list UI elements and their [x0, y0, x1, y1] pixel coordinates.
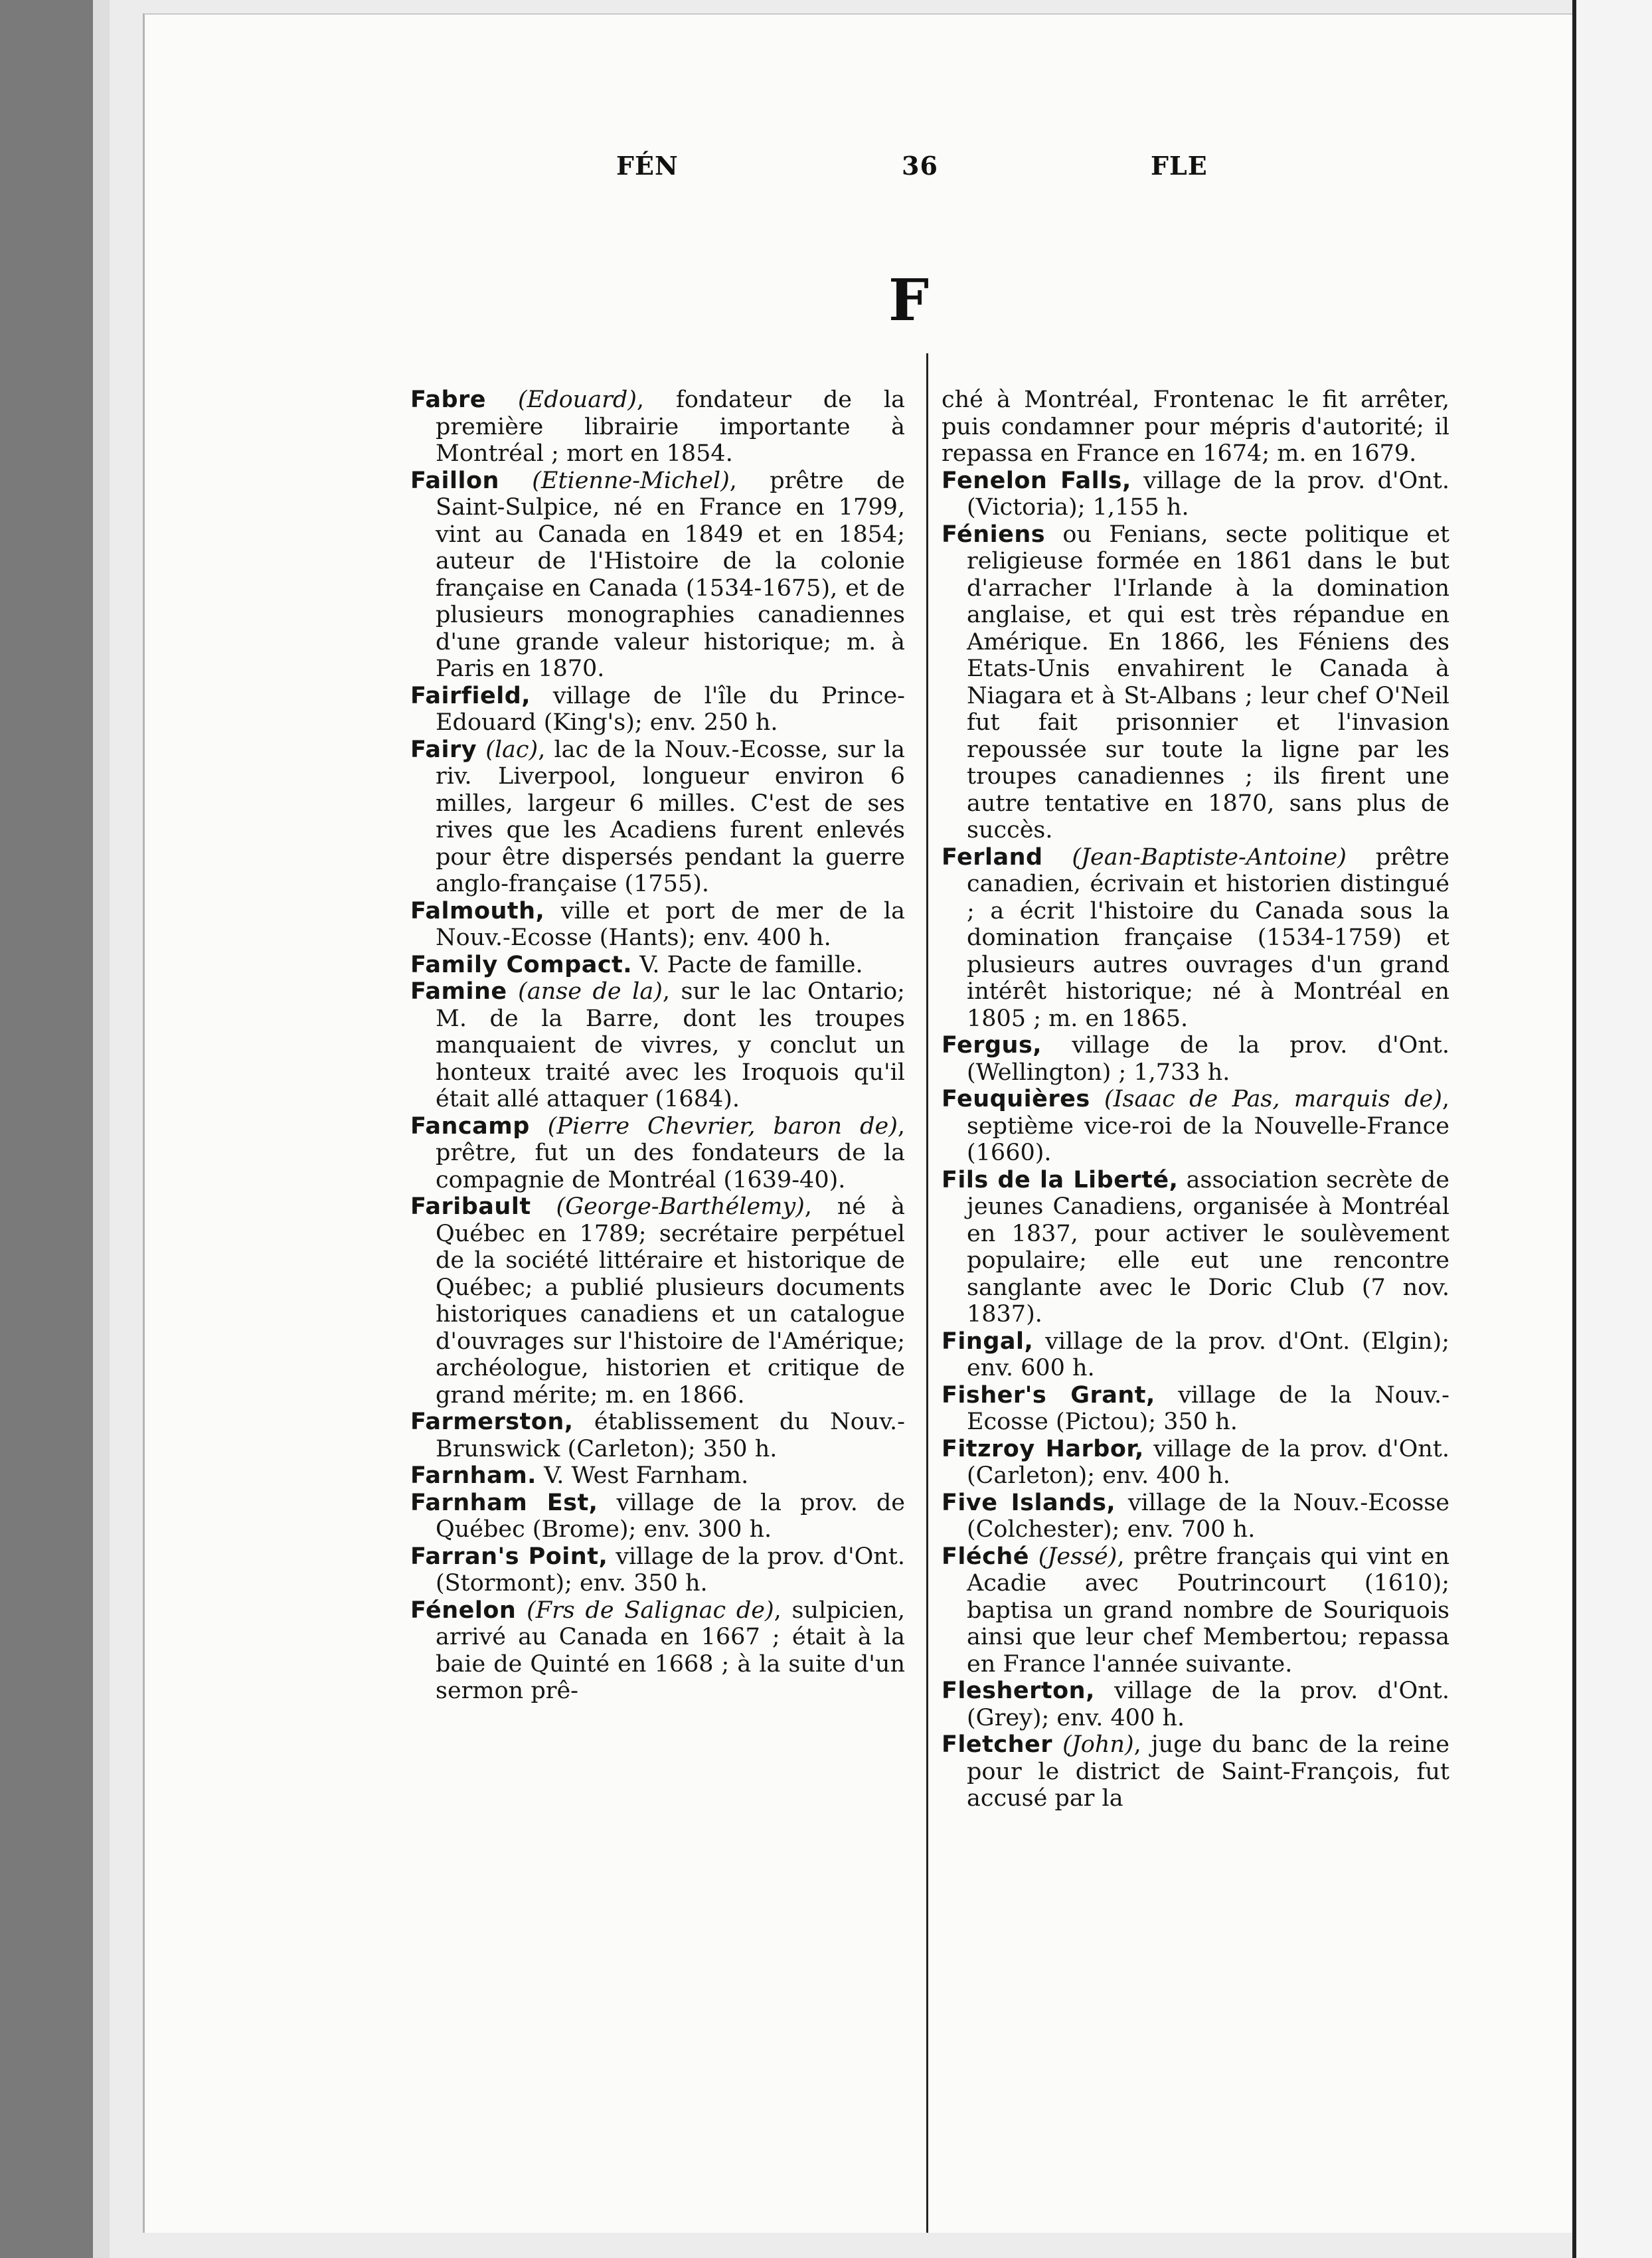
entry-definition: , prêtre français qui vint en Acadie avec Poutrincourt (1610); baptisa un grand nombre de Souriquois ainsi que leur chef Membertou; repassa en France l'année suivante.: [967, 1543, 1449, 1678]
entry-definition: village de la prov. d'Ont. (Carleton); env. 400 h.: [967, 1435, 1449, 1489]
entry-definition: village de la prov. d'Ont. (Grey); env. 400 h.: [967, 1678, 1449, 1731]
dictionary-entry: [942, 1086, 1449, 1167]
entry-definition: association secrète de jeunes Canadiens, organisée à Montréal en 1837, pour activer le soulèvement populaire; elle eut une rencontre sanglante avec le Doric Club (7 nov. 1837).: [967, 1166, 1449, 1328]
entry-headword: Fléché: [942, 1543, 1030, 1570]
section-letter: F: [888, 267, 930, 334]
entry-definition: village de la prov. d'Ont. (Elgin); env. 600 h.: [967, 1328, 1449, 1381]
entry-qualifier: (Jessé): [1038, 1543, 1117, 1570]
entry-headword: Fancamp: [410, 1112, 530, 1140]
dictionary-entry: [410, 952, 905, 979]
entry-headword: Féniens: [942, 521, 1046, 548]
dictionary-entry: [410, 898, 905, 952]
entry-definition: , septième vice-roi de la Nouvelle-France (1660).: [967, 1086, 1449, 1166]
dictionary-entry: [410, 387, 905, 468]
entry-definition: , sulpicien, arrivé au Canada en 1667 ; était à la baie de Quinté en 1668 ; à la suite d'un sermon prê-: [436, 1597, 905, 1704]
entry-definition: ville et port de mer de la Nouv.-Ecosse (Hants); env. 400 h.: [436, 897, 905, 951]
dictionary-entry: [942, 1436, 1449, 1490]
entry-definition: , lac de la Nouv.-Ecosse, sur la riv. Liverpool, longueur environ 6 milles, largeur 6 milles. C'est de ses rives que les Acadiens furent enlevés pour être dispersés pendant la guerre anglo-française (1755).: [436, 736, 905, 897]
entry-headword: Faillon: [410, 467, 499, 494]
entry-qualifier: (Etienne-Michel): [532, 467, 730, 494]
entry-definition: village de la Nouv.-Ecosse (Colchester); env. 700 h.: [967, 1489, 1449, 1543]
entry-definition: ou Fenians, secte politique et religieuse formée en 1861 dans le but d'arracher l'Irlande à la domination anglaise, et qui est très répandue en Amérique. En 1866, les Féniens des Etats-Unis envahirent le Canada à Niagara et à St-Albans ; leur chef O'Neil fut fait prisonnier et l'invasion repoussée sur toute la ligne par les troupes canadiennes ; ils firent une autre tentative en 1870, sans plus de succès.: [967, 521, 1449, 843]
entry-qualifier: (Jean-Baptiste-Antoine): [1072, 843, 1347, 871]
entry-headword: Ferland: [942, 843, 1043, 871]
entry-definition: village de la Nouv.-Ecosse (Pictou); 350 h.: [967, 1381, 1449, 1435]
entry-definition: , né à Québec en 1789; secrétaire perpétuel de la société littéraire et historique de Québec; a publié plusieurs documents historiques canadiens et un catalogue d'ouvrages sur l'histoire de l'Amérique; archéologue, historien et critique de grand mérite; m. en 1866.: [436, 1193, 905, 1409]
entry-qualifier: (George-Barthélemy): [556, 1193, 805, 1220]
entry-headword: Flesherton,: [942, 1678, 1095, 1704]
entry-definition: , prêtre, fut un des fondateurs de la compagnie de Montréal (1639-40).: [436, 1112, 905, 1193]
entry-headword: Falmouth,: [410, 897, 545, 924]
entry-headword: Fletcher: [942, 1731, 1053, 1758]
entry-definition: prêtre canadien, écrivain et historien distingué ; a écrit l'histoire du Canada sous la domination française (1534-1759) et plusieurs autres ouvrages d'un grand intérêt historique; né à Montréal en 1805 ; m. en 1865.: [967, 843, 1449, 1032]
dictionary-entry: [410, 1597, 905, 1705]
entry-headword: Famine: [410, 978, 507, 1005]
dictionary-entry: [942, 1032, 1449, 1086]
entry-definition: établissement du Nouv.-Brunswick (Carleton); 350 h.: [436, 1409, 905, 1462]
entry-headword: Fenelon Falls,: [942, 467, 1131, 494]
entry-definition: village de la prov. d'Ont. (Victoria); 1,155 h.: [967, 467, 1449, 521]
entry-definition: ché à Montréal, Frontenac le fit arrêter, puis condamner pour mépris d'autorité; il repassa en France en 1674; m. en 1679.: [942, 387, 1449, 467]
dictionary-entry: [410, 1543, 905, 1597]
entry-headword: Farmerston,: [410, 1409, 574, 1435]
dictionary-entry: [942, 1490, 1449, 1543]
entry-headword: Fisher's Grant,: [942, 1381, 1155, 1409]
entry-definition: village de la prov. d'Ont. (Wellington) ; 1,733 h.: [967, 1032, 1449, 1086]
dictionary-entry: [410, 1193, 905, 1409]
left-column: [410, 387, 905, 1705]
entry-headword: Fingal,: [942, 1328, 1034, 1355]
entry-headword: Faribault: [410, 1193, 531, 1220]
entry-headword: Fénelon: [410, 1597, 517, 1624]
entry-headword: Feuquières: [942, 1086, 1090, 1112]
entry-definition: village de la prov. de Québec (Brome); env. 300 h.: [436, 1489, 905, 1543]
dictionary-entry: [942, 844, 1449, 1033]
entry-qualifier: (Pierre Chevrier, baron de): [547, 1112, 898, 1140]
entry-definition: , juge du banc de la reine pour le district de Saint-François, fut accusé par la: [967, 1731, 1449, 1812]
column-divider: [926, 353, 928, 2233]
dictionary-entry: [410, 1113, 905, 1194]
entry-headword: Five Islands,: [942, 1489, 1116, 1516]
dictionary-entry: [410, 737, 905, 898]
entry-definition: V. West Farnham.: [536, 1462, 749, 1489]
entry-qualifier: (John): [1062, 1731, 1134, 1758]
entry-qualifier: (lac): [485, 736, 538, 763]
entry-definition: , fondateur de la première librairie importante à Montréal ; mort en 1854.: [436, 387, 905, 467]
dictionary-entry: [942, 1731, 1449, 1812]
dictionary-entry: [942, 468, 1449, 521]
entry-headword: Farran's Point,: [410, 1543, 608, 1570]
dictionary-entry: [410, 468, 905, 683]
entry-qualifier: (Edouard): [518, 387, 637, 413]
dictionary-entry: [410, 1462, 905, 1490]
dictionary-entry: [942, 387, 1449, 468]
entry-definition: , sur le lac Ontario; M. de la Barre, dont les troupes manquaient de vivres, y conclut un honteux traité avec les Iroquois qu'il était allé attaquer (1684).: [436, 978, 905, 1112]
entry-qualifier: (anse de la): [518, 978, 663, 1005]
dictionary-entry: [942, 521, 1449, 844]
entry-qualifier: (Isaac de Pas, marquis de): [1104, 1086, 1442, 1112]
entry-qualifier: (Frs de Salignac de): [527, 1597, 774, 1624]
entry-headword: Family Compact.: [410, 951, 633, 978]
dictionary-entry: [942, 1678, 1449, 1731]
entry-definition: , prêtre de Saint-Sulpice, né en France en 1799, vint au Canada en 1849 et en 1854; auteur de l'Histoire de la colonie française en Canada (1534-1675), et de plusieurs monographies canadiennes d'une grande valeur historique; m. à Paris en 1870.: [436, 467, 905, 682]
entry-headword: Fairy: [410, 736, 477, 763]
running-head-left: FÉN: [616, 151, 679, 181]
entry-headword: Fergus,: [942, 1032, 1042, 1059]
entry-headword: Farnham Est,: [410, 1489, 598, 1516]
dictionary-entry: [410, 978, 905, 1113]
dictionary-entry: [942, 1382, 1449, 1436]
entry-headword: Farnham.: [410, 1462, 537, 1489]
dictionary-entry: [942, 1328, 1449, 1382]
dictionary-entry: [942, 1167, 1449, 1328]
dictionary-entry: [410, 1409, 905, 1462]
running-head-right: FLE: [1151, 151, 1208, 181]
dictionary-page: [143, 13, 1572, 2233]
entry-headword: Fabre: [410, 387, 487, 413]
facing-page-strip: [1572, 0, 1652, 2258]
entry-headword: Fairfield,: [410, 682, 531, 709]
page-number: 36: [902, 151, 938, 181]
entry-definition: village de la prov. d'Ont. (Stormont); env. 350 h.: [436, 1543, 905, 1597]
dictionary-entry: [942, 1543, 1449, 1678]
entry-headword: Fitzroy Harbor,: [942, 1435, 1144, 1462]
dictionary-entry: [410, 1490, 905, 1543]
dictionary-entry: [410, 683, 905, 737]
entry-definition: village de l'île du Prince-Edouard (King's); env. 250 h.: [436, 682, 905, 736]
entry-definition: V. Pacte de famille.: [632, 951, 863, 978]
entry-headword: Fils de la Liberté,: [942, 1166, 1179, 1193]
right-column: [942, 387, 1449, 1812]
